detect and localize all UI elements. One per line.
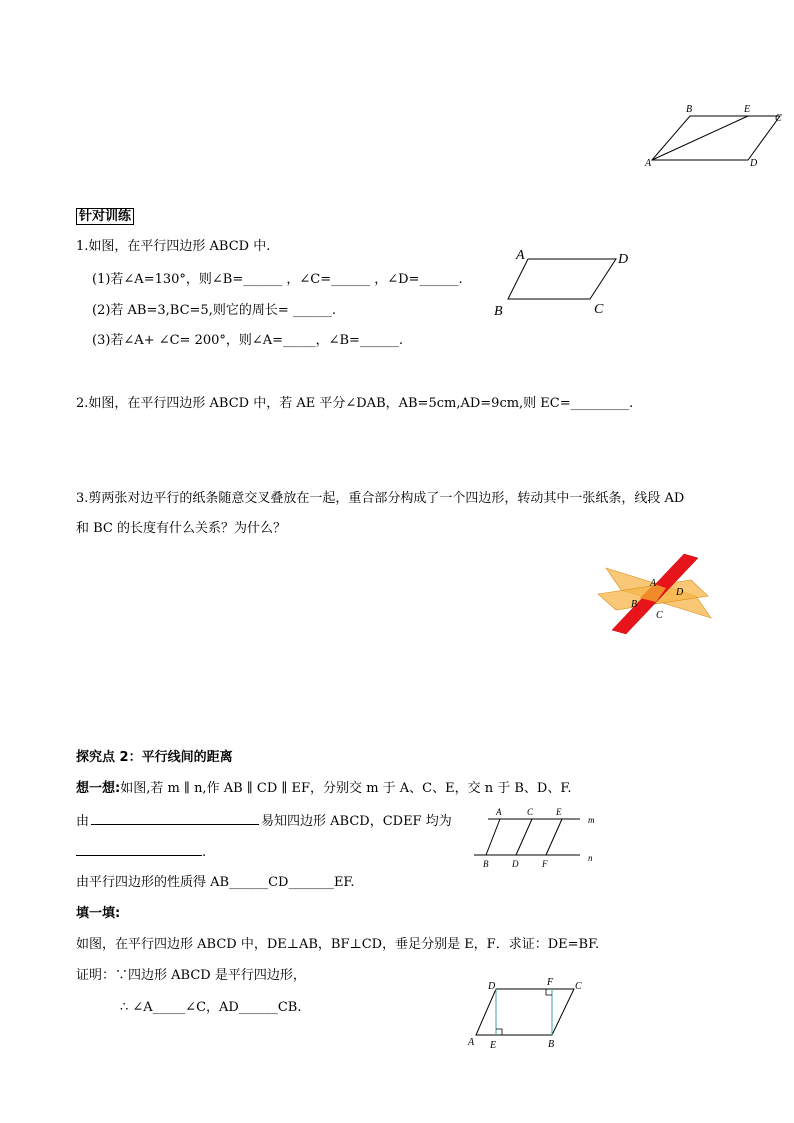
q3-line1: 3.剪两张对边平行的纸条随意交叉叠放在一起，重合部分构成了一个四边形，转动其中一张纸条，线段 AD bbox=[76, 491, 685, 506]
q1-stem: 1.如图，在平行四边形 ABCD 中. bbox=[76, 239, 271, 254]
label-a: A bbox=[516, 248, 525, 263]
by-prefix: 由 bbox=[76, 814, 90, 829]
q1-part1: (1)若∠A=130°，则∠B=______ ，∠C=______ ，∠D=______. bbox=[92, 272, 463, 287]
think-text: 如图,若 m ∥ n,作 AB ∥ CD ∥ EF，分别交 m 于 A、C、E，交 n 于 B、D、F. bbox=[120, 781, 572, 796]
label-b: B bbox=[494, 304, 503, 319]
parallel-lines-figure bbox=[468, 805, 608, 875]
label-a: A bbox=[496, 807, 502, 817]
label-c: C bbox=[527, 807, 534, 817]
proof-line1: 证明：∵四边形 ABCD 是平行四边形， bbox=[76, 968, 306, 983]
section-heading-parallel-distance: 探究点 2：平行线间的距离 bbox=[76, 750, 233, 765]
proof-line2: ∴ ∠A_____∠C，AD______CB. bbox=[120, 1000, 302, 1015]
label-d: D bbox=[676, 587, 684, 598]
label-c: C bbox=[656, 610, 663, 621]
q2-text: 2.如图，在平行四边形 ABCD 中，若 AE 平分∠DAB，AB=5cm,AD=9cm,则 EC=_________. bbox=[76, 396, 634, 411]
label-a: A bbox=[650, 578, 657, 589]
section-heading-training: 针对训练 bbox=[76, 208, 134, 225]
label-d: D bbox=[618, 252, 629, 267]
label-c: C bbox=[775, 113, 782, 124]
label-a: A bbox=[645, 158, 652, 169]
label-d: D bbox=[750, 158, 758, 169]
label-c: C bbox=[594, 302, 604, 317]
label-b: B bbox=[686, 104, 693, 115]
by-end: . bbox=[202, 845, 207, 860]
label-f: F bbox=[547, 977, 554, 988]
answer-blank bbox=[91, 811, 259, 825]
fill-text: 如图，在平行四边形 ABCD 中，DE⊥AB，BF⊥CD，垂足分别是 E，F．求证：DE=BF. bbox=[76, 937, 600, 952]
label-f: F bbox=[542, 859, 548, 869]
fill-label: 填一填: bbox=[76, 906, 121, 921]
q1-part3: (3)若∠A+ ∠C= 200°，则∠A=_____，∠B=______. bbox=[92, 333, 404, 348]
conclusion-text: 由平行四边形的性质得 AB______CD_______EF. bbox=[76, 875, 355, 890]
top-parallelogram-figure bbox=[640, 100, 794, 170]
label-e: E bbox=[490, 1040, 497, 1051]
label-a: A bbox=[468, 1037, 475, 1048]
q1-parallelogram-figure bbox=[490, 245, 640, 325]
label-b: B bbox=[631, 599, 638, 610]
label-c: C bbox=[575, 981, 582, 992]
label-e: E bbox=[556, 807, 562, 817]
crossed-strips-figure bbox=[596, 552, 726, 642]
perpendicular-figure bbox=[462, 975, 592, 1055]
label-d: D bbox=[512, 859, 519, 869]
label-b: B bbox=[483, 859, 489, 869]
answer-blank bbox=[76, 842, 202, 856]
label-e: E bbox=[744, 104, 751, 115]
think-label: 想一想: bbox=[76, 781, 121, 796]
label-d: D bbox=[488, 981, 496, 992]
label-b: B bbox=[548, 1039, 555, 1050]
label-n: n bbox=[588, 853, 593, 863]
label-m: m bbox=[588, 815, 595, 825]
by-middle: 易知四边形 ABCD，CDEF 均为 bbox=[261, 814, 452, 829]
q3-line2: 和 BC 的长度有什么关系？为什么？ bbox=[76, 521, 287, 536]
q1-part2: (2)若 AB=3,BC=5,则它的周长= ______. bbox=[92, 303, 336, 318]
